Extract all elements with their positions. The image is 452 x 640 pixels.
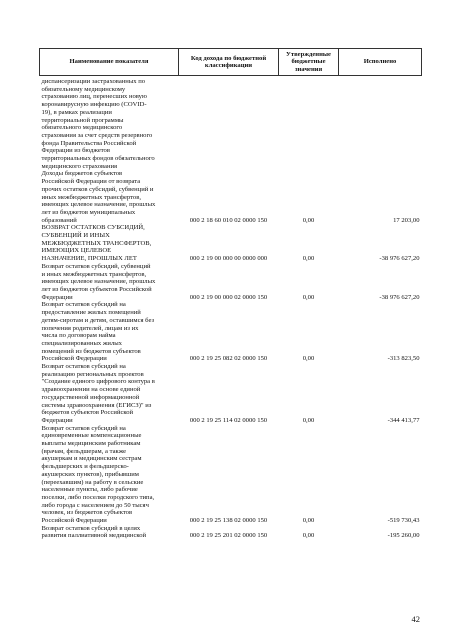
- row-approved: 0,00: [302, 255, 315, 263]
- row-code: 000 2 19 25 201 02 0000 150: [189, 532, 268, 540]
- row-approved: 0,00: [302, 216, 315, 224]
- row-done: 17 203,00: [393, 216, 420, 224]
- row-done: -38 976 627,20: [379, 293, 420, 301]
- table-row: [40, 224, 422, 263]
- table-row: [40, 170, 422, 224]
- row-code: 000 2 18 60 010 02 0000 150: [189, 216, 268, 224]
- row-code: 000 2 19 25 138 02 0000 150: [189, 517, 268, 525]
- row-done: -519 730,43: [387, 517, 420, 525]
- header-name: Наименование показателя: [40, 49, 179, 76]
- row-done: -195 260,00: [387, 532, 420, 540]
- row-name: ВОЗВРАТ ОСТАТКОВ СУБСИДИЙ, СУБВЕНЦИЙ И ИНЫХ МЕЖБЮДЖЕТНЫХ ТРАНСФЕРТОВ, ИМЕЮЩИХ ЦЕЛЕВОЕ НАЗНАЧЕНИЕ, ПРОШЛЫХ ЛЕТ: [41, 224, 152, 263]
- row-done: -344 413,77: [387, 416, 420, 424]
- row-code: 000 2 19 00 000 00 0000 000: [189, 255, 268, 263]
- row-done: -38 976 627,20: [379, 255, 420, 263]
- row-approved: 0,00: [302, 416, 315, 424]
- row-code: 000 2 19 25 082 02 0000 150: [189, 355, 268, 363]
- table-row: [40, 363, 422, 425]
- revenue-table: [39, 48, 422, 540]
- row-name: Возврат остатков субсидий на предоставление жилых помещений детям-сиротам и детям, оставшимся без попечения родителей, лицам из их числа по договорам найма специализированных жилых помещений из бюджетов субъектов Российской Федерации: [41, 301, 155, 363]
- page-number: 42: [411, 614, 420, 624]
- table-row: [40, 76, 422, 171]
- table-row: [40, 525, 422, 540]
- row-approved: 0,00: [302, 355, 315, 363]
- row-code: 000 2 19 25 114 02 0000 150: [189, 416, 268, 424]
- header-code: Код дохода по бюджетной классификации: [179, 49, 279, 76]
- row-approved: 0,00: [302, 517, 315, 525]
- row-done: [339, 76, 422, 171]
- row-name: Возврат остатков субсидий в целях развития паллиативной медицинской: [41, 524, 147, 540]
- header-done: Исполнено: [339, 49, 422, 76]
- row-name: Возврат остатков субсидий на единовременные компенсационные выплаты медицинским работникам (врачам, фельдшерам, а также акушеркам и медицинским сестрам фельдшерских и фельдшерско- акушерских пунктов), прибывшим (переехавшим) на работу в сельские населенные пункты, либо рабочие поселки, либо поселки городского типа, либо города с населением до 50 тысяч человек, из бюджетов субъектов Российской Федерации: [41, 424, 155, 525]
- row-name: Возврат остатков субсидий, субвенций и иных межбюджетных трансфертов, имеющих целевое назначение, прошлых лет из бюджетов субъектов Российской Федерации: [41, 262, 156, 301]
- row-approved: [279, 76, 339, 171]
- row-name: диспансеризации застрахованных по обязательному медицинскому страхованию лиц, перенесших новую коронавирусную инфекцию (COVID- 19), в рамках реализации территориальной программы обязательного медицинского страхования за счет средств резервного фонда Правительства Российской Федерации из бюджетов территориальных фондов обязательного медицинского страхования: [41, 78, 155, 170]
- row-approved: 0,00: [302, 532, 315, 540]
- row-code: 000 2 19 00 000 02 0000 150: [189, 293, 268, 301]
- row-name: Доходы бюджетов субъектов Российской Федерации от возврата прочих остатков субсидий, субвенций и иных межбюджетных трансфертов, имеющих целевое назначение, прошлых лет из бюджетов муниципальных образований: [41, 170, 156, 224]
- row-code: [179, 76, 279, 171]
- header-approved: Утвержденные бюджетные значения: [279, 49, 339, 76]
- table-row: [40, 425, 422, 525]
- row-name: Возврат остатков субсидий на реализацию региональных проектов "Создание единого цифрового контура в здравоохранении на основе единой государственной информационной системы здравоохранения (ЕГИСЗ)" из бюджетов субъектов Российской Федерации: [41, 363, 155, 424]
- row-approved: 0,00: [302, 293, 315, 301]
- table-row: [40, 301, 422, 363]
- table-row: [40, 263, 422, 302]
- table-header-row: [40, 49, 422, 76]
- row-done: -313 823,50: [387, 355, 420, 363]
